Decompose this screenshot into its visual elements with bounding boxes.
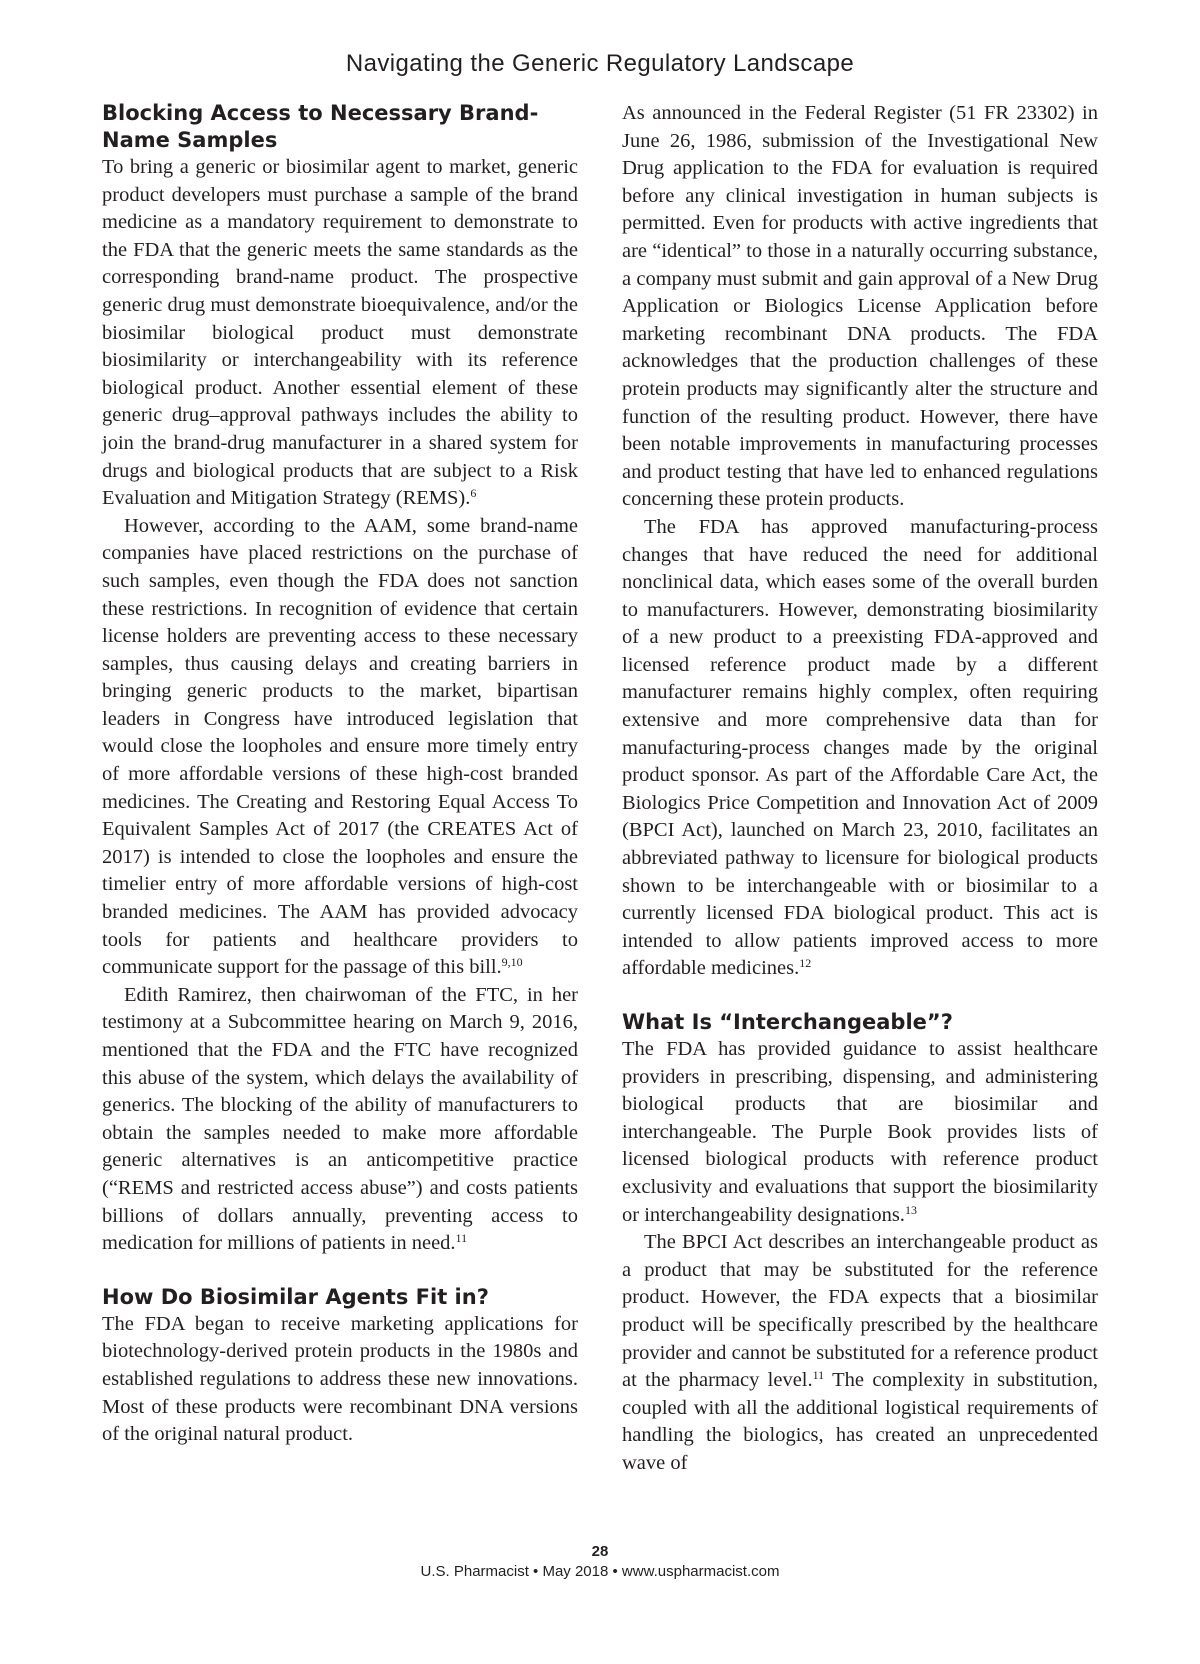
paragraph: The BPCI Act describes an interchangeable product as a product that may be substituted for the reference product. However, the FDA expects that a biosimilar product will be specifically prescribed by the healthcare provider and cannot be substituted for a reference product at the pharmacy level.$^{11}$ The complexity in substitution, coupled with all the additional logistical requirements of handling the biologics, has created an unprecedented wave of [622, 1231, 1098, 1474]
paragraph: As announced in the Federal Register (51 FR 23302) in June 26, 1986, submission of the Investigational New Drug application to the FDA for evaluation is required before any clinical investigation in human subjects is permitted. Even for products with active ingredients that are “identical” to those in a naturally occurring substance, a company must submit and gain approval of a New Drug Application or Biologics License Application before marketing recombinant DNA products. The FDA acknowledges that the production challenges of these protein products may significantly alter the structure and function of the resulting product. However, there have been notable improvements in manufacturing processes and product testing that have led to enhanced regulations concerning these protein products. [622, 102, 1098, 511]
right-column [622, 100, 1098, 1478]
reference-superscript: 6 [470, 486, 477, 501]
reference-superscript: 13 [904, 1202, 917, 1217]
paragraph: To bring a generic or biosimilar agent to market, generic product developers must purchase a sample of the brand medicine as a mandatory requirement to demonstrate to the FDA that the generic meets the same standards as the corresponding brand-name product. The prospective generic drug must demonstrate bioequivalence, and/or the biosimilar biological product must demonstrate biosimilarity or interchangeability with its reference biological product. Another essential element of these generic drug–approval pathways includes the ability to join the brand-drug manufacturer in a shared system for drugs and biological products that are subject to a Risk Evaluation and Mitigation Strategy (REMS).$^6$ [102, 156, 578, 510]
running-header: Navigating the Generic Regulatory Landscape [345, 50, 855, 77]
reference-superscript: 9,10 [501, 955, 523, 970]
reference-superscript: 11 [455, 1231, 468, 1246]
paragraph: However, according to the AAM, some brand-name companies have placed restrictions on the purchase of such samples, even though the FDA does not sanction these restrictions. In recognition of evidence that certain license holders are preventing access to these necessary samples, thus causing delays and creating barriers in bringing generic products to the market, bipartisan leaders in Congress have introduced legislation that would close the loopholes and ensure more timely entry of more affordable versions of these high-cost branded medicines. The Creating and Restoring Equal Access To Equivalent Samples Act of 2017 (the CREATES Act of 2017) is intended to close the loopholes and ensure the timelier entry of more affordable versions of high-cost branded medicines. The AAM has provided advocacy tools for patients and healthcare providers to communicate support for the passage of this bill.$^{9,10}$ [102, 514, 578, 979]
page-number: 28 [591, 1543, 609, 1560]
section-heading-blocking-access: Blocking Access to Necessary Brand-Name Samples [102, 101, 539, 152]
section-heading-interchangeable: What Is “Interchangeable”? [622, 1010, 953, 1034]
paragraph: Edith Ramirez, then chairwoman of the FTC, in her testimony at a Subcommittee hearing on March 9, 2016, mentioned that the FDA and the FTC have recognized this abuse of the system, which delays the availability of generics. The blocking of the ability of manufacturers to obtain the samples needed to make more affordable generic alternatives is an anticompetitive practice (“REMS and restricted access abuse”) and costs patients billions of dollars annually, preventing access to medication for millions of patients in need.$^{11}$ [102, 983, 578, 1255]
publication-footer: U.S. Pharmacist • May 2018 • www.uspharmacist.com [420, 1563, 780, 1580]
paragraph: The FDA has approved manufacturing-process changes that have reduced the need for additional nonclinical data, which eases some of the overall burden to manufacturers. However, demonstrating biosimilarity of a new product to a preexisting FDA-approved and licensed reference product made by a different manufacturer remains highly complex, often requiring extensive and more comprehensive data than for manufacturing-process changes made by the original product sponsor. As part of the Affordable Care Act, the Biologics Price Competition and Innovation Act of 2009 (BPCI Act), launched on March 23, 2010, facilitates an abbreviated pathway to licensure for biological products shown to be interchangeable with or biosimilar to a currently licensed FDA biological product. This act is intended to allow patients improved access to more affordable medicines.$^{12}$ [622, 515, 1098, 980]
section-heading-biosimilar-agents: How Do Biosimilar Agents Fit in? [102, 1284, 489, 1309]
left-column [102, 100, 578, 1449]
reference-superscript: 11 [812, 1368, 825, 1383]
paragraph: The FDA has provided guidance to assist healthcare providers in prescribing, dispensing, and administering biological products that are biosimilar and interchangeable. The Purple Book provides lists of licensed biological products with reference product exclusivity and evaluations that support the biosimilarity or interchangeability designations.$^{13}$ [622, 1038, 1098, 1226]
paragraph: The FDA began to receive marketing applications for biotechnology-derived protein products in the 1980s and established regulations to address these new innovations. Most of these products were recombinant DNA versions of the original natural product. [102, 1312, 578, 1446]
reference-superscript: 12 [799, 956, 812, 971]
